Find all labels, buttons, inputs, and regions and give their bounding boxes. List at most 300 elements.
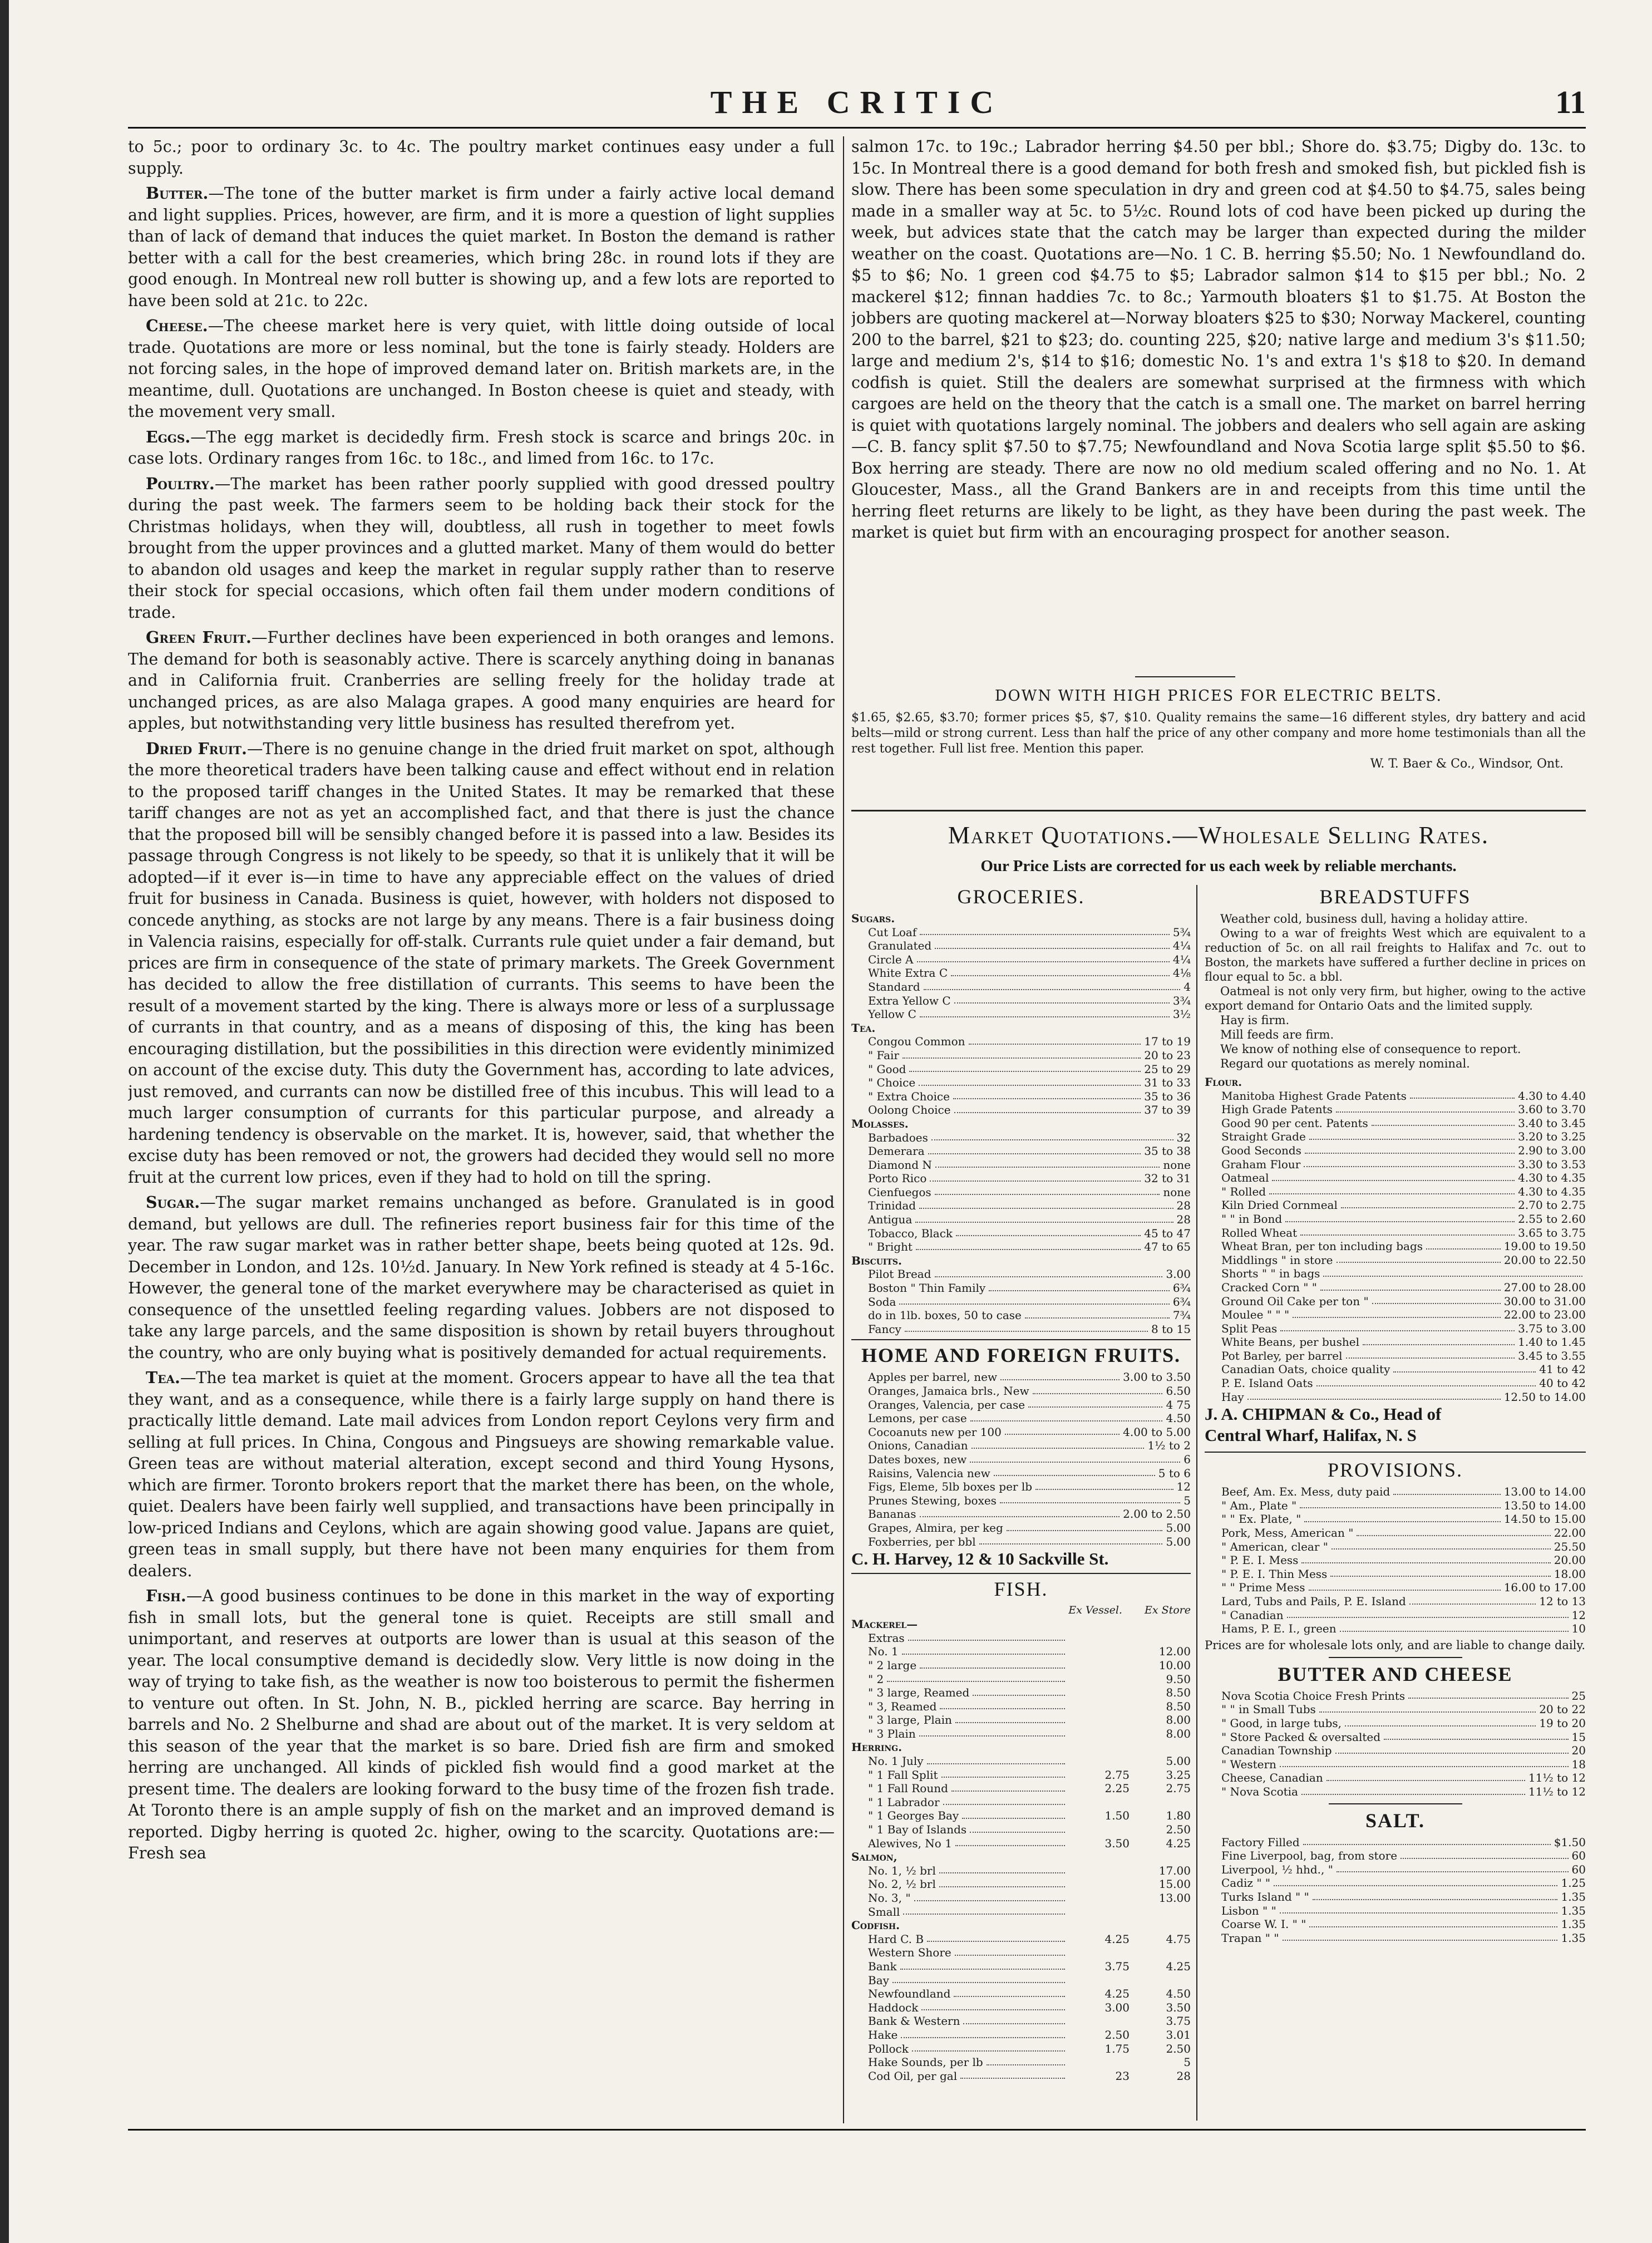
item-name: Lemons, per case	[868, 1411, 967, 1425]
item-name: " Choice	[868, 1076, 916, 1090]
article-paragraph	[128, 738, 835, 1189]
price-ex-store: 8.00	[1166, 1726, 1191, 1740]
item-name: Grapes, Almira, per keg	[868, 1521, 1003, 1534]
item-name: " 3 large, Reamed	[868, 1686, 970, 1700]
item-price: 2.70 to 2.75	[1518, 1198, 1586, 1212]
dot-leader	[1285, 1212, 1515, 1222]
price-row	[851, 1103, 1191, 1117]
dot-leader	[972, 1439, 1145, 1449]
dot-leader	[1363, 1335, 1515, 1345]
item-name: " Extra Choice	[868, 1089, 950, 1103]
item-name: do in 1lb. boxes, 50 to case	[868, 1309, 1022, 1322]
dot-leader	[1280, 1758, 1569, 1768]
item-name: Factory Filled	[1221, 1835, 1300, 1849]
item-name: Kiln Dried Cornmeal	[1221, 1198, 1338, 1212]
price-row	[851, 1768, 1191, 1782]
article-paragraph	[128, 627, 835, 735]
item-name: " Western	[1221, 1757, 1276, 1771]
item-price: 25.50	[1554, 1539, 1586, 1553]
item-name: Ground Oil Cake per ton "	[1221, 1294, 1369, 1308]
item-price: 6	[1183, 1452, 1191, 1466]
item-price: 3.20 to 3.25	[1518, 1130, 1586, 1144]
item-name: " Good	[868, 1062, 906, 1076]
price-ex-store: 8.00	[1166, 1713, 1191, 1727]
breadstuffs-merchant-line2: Central Wharf, Halifax, N. S	[1205, 1425, 1417, 1445]
item-price: 28	[1176, 1199, 1191, 1213]
dot-leader	[905, 1322, 1148, 1332]
short-divider	[1135, 676, 1235, 677]
item-name: " 2 large	[868, 1658, 917, 1672]
item-name: " Am., Plate "	[1221, 1498, 1297, 1512]
dot-leader	[935, 1186, 1160, 1196]
item-price: 60	[1571, 1862, 1586, 1876]
item-name: " American, clear "	[1221, 1539, 1328, 1553]
dot-leader	[953, 1090, 1141, 1100]
fruits-merchant: C. H. Harvey, 12 & 10 Sackville St.	[851, 1549, 1109, 1569]
item-name: Pilot Bread	[868, 1267, 931, 1281]
price-ex-vessel	[1068, 1919, 1130, 1932]
dot-leader	[1337, 1253, 1501, 1263]
price-row	[851, 1467, 1191, 1480]
price-row	[851, 1076, 1191, 1090]
price-ex-store: 2.50	[1166, 2042, 1191, 2055]
article-paragraph	[128, 183, 835, 312]
dot-leader	[987, 2055, 1065, 2065]
price-row	[851, 1700, 1191, 1714]
price-row	[1205, 1349, 1586, 1363]
price-ex-store: 17.00	[1158, 1863, 1191, 1877]
item-name: " 1 Fall Round	[868, 1782, 948, 1796]
dot-leader	[1300, 1226, 1515, 1236]
dot-leader	[941, 1768, 1065, 1778]
dot-leader	[963, 2014, 1065, 2024]
item-name: " Good, in large tubs,	[1221, 1716, 1342, 1730]
paragraph-text: —The cheese market here is very quiet, with little doing outside of local trade. Quotations are more or less nominal, but the tone is fairly steady. Holders are not forcing sales, in the hope of improved demand later on. British markets are, in the meantime, dull. Quotations are unchanged. In Boston cheese is quiet and steady, with the movement very small.	[128, 317, 835, 421]
dot-leader	[970, 1823, 1065, 1833]
price-row	[851, 1974, 1191, 1988]
item-price: 17 to 19	[1144, 1035, 1191, 1049]
item-name: Pork, Mess, American "	[1221, 1526, 1354, 1540]
item-price: 1½ to 2	[1147, 1439, 1191, 1453]
dot-leader	[1309, 1917, 1557, 1927]
item-price: 4¼	[1172, 939, 1191, 953]
dot-leader	[909, 1063, 1141, 1073]
dot-leader	[917, 953, 1170, 963]
item-name: Barbadoes	[868, 1130, 928, 1144]
dot-leader	[927, 1932, 1065, 1942]
dot-leader	[920, 1507, 1120, 1517]
item-name: Trapan " "	[1221, 1931, 1279, 1945]
item-price: 32 to 31	[1144, 1172, 1191, 1186]
dot-leader	[1293, 1308, 1501, 1318]
price-row	[851, 1370, 1191, 1384]
dot-leader	[921, 2001, 1065, 2011]
dot-leader	[927, 1754, 1065, 1764]
item-price: 11½ to 12	[1528, 1784, 1586, 1798]
price-row	[1205, 1308, 1586, 1322]
dot-leader	[1005, 1425, 1120, 1435]
price-row	[1205, 1253, 1586, 1267]
item-name: " " in Small Tubs	[1221, 1703, 1316, 1716]
breadstuffs-merchant-line1: J. A. CHIPMAN & Co., Head of	[1205, 1404, 1442, 1424]
item-name: Sugars.	[851, 912, 895, 925]
price-row	[1205, 1485, 1586, 1499]
price-ex-vessel	[1068, 1659, 1130, 1673]
market-quotations-title: Market Quotations.—Wholesale Selling Rates.	[948, 822, 1490, 849]
price-row	[851, 2001, 1191, 2015]
price-row	[1205, 1758, 1586, 1772]
price-row	[851, 1049, 1191, 1063]
price-row	[851, 966, 1191, 980]
price-ex-store	[1130, 1740, 1191, 1754]
item-price: 25 to 29	[1144, 1062, 1191, 1076]
item-name: " 1 Labrador	[868, 1795, 940, 1809]
belts-ad-title: DOWN WITH HIGH PRICES FOR ELECTRIC BELTS.	[994, 687, 1443, 705]
price-row	[851, 1754, 1191, 1768]
paragraph-lead: Eggs.	[146, 427, 191, 446]
dot-leader	[939, 1864, 1065, 1874]
price-row	[1205, 1931, 1586, 1945]
item-name: " " Prime Mess	[1221, 1581, 1305, 1595]
price-row	[1205, 1595, 1586, 1609]
price-ex-store	[1130, 1631, 1191, 1645]
item-price: 22.00 to 23.00	[1503, 1308, 1586, 1322]
price-ex-vessel	[1068, 2055, 1130, 2069]
butter-cheese-heading: BUTTER AND CHEESE	[1278, 1662, 1513, 1685]
binding-edge	[0, 0, 9, 2243]
price-row	[1205, 1185, 1586, 1199]
dot-leader	[940, 1700, 1065, 1710]
dot-leader	[943, 1796, 1065, 1806]
item-name: Good Seconds	[1221, 1143, 1301, 1157]
dot-leader	[1410, 1089, 1515, 1099]
dot-leader	[1393, 1362, 1536, 1373]
price-ex-store: 3.25	[1166, 1768, 1191, 1782]
price-row	[1205, 1609, 1586, 1622]
paragraph-text: —There is no genuine change in the dried fruit market on spot, although the more theoretical traders have been talking cause and effect without end in relation to the proposed tariff changes in the United States. It may be remarked that these tariff changes are not as yet an accomplished fact, and that there is just the chance that the proposed bill will be sensibly changed before it is passed into a law. Besides its passage through Congress is not likely to be speedy, so that it is unlikely that it will be adopted—if it ever is—in time to have any appreciable effect on the values of dried fruit for business in Canada. Business is quiet, however, with holders not disposed to concede anything, as stocks are not large by any means. There is a fair business doing in Valencia raisins, especially for off-stalk. Currants rule quiet under a fair demand, but prices are firm in consequence of the state of primary markets. The Greek Government has decided to allow the free distillation of currants. This seems to have been the result of a movement started by the king. There is always more or less of a surplussage of currants in that country, and as a means of disposing of this, the king has been encouraging distillation, but the possibilities in this direction were evidently minimized on account of the excise duty. This duty the Government has, according to late advices, just removed, and currants can now be distilled free of this incubus. This will lead to a much larger consumption of currants for this particular purpose, and already a hardening tendency is observable on the market. It is, however, said, that whether the excise duty has been removed or not, the growers had decided they would sell no more fruit at the current low prices, even if they had to hold on till the spring.	[128, 739, 835, 1187]
dot-leader	[1274, 1876, 1557, 1886]
item-name: Herring.	[851, 1740, 903, 1754]
item-name: Pollock	[868, 2042, 909, 2055]
category-row	[851, 1919, 1191, 1932]
breadstuffs-note: Owing to a war of freights West which are equivalent to a reduction of 5c. on all rail freights to Halifax and 7c. out to Boston, the markets have suffered a further decline in prices on flour equal to 5c. a bbl.	[1205, 927, 1586, 983]
dot-leader	[1330, 1567, 1550, 1577]
dot-leader	[900, 1960, 1065, 1970]
price-row	[851, 1144, 1191, 1158]
price-ex-store: 5.00	[1166, 1754, 1191, 1768]
fruits-end-rule	[851, 1573, 1191, 1574]
item-price: 1.40 to 1.45	[1518, 1335, 1586, 1349]
price-ex-store: 8.50	[1166, 1699, 1191, 1713]
item-name: Cheese, Canadian	[1221, 1771, 1323, 1785]
item-price: 12.50 to 14.00	[1503, 1390, 1586, 1404]
article-paragraph	[128, 1585, 835, 1865]
item-name: Prunes Stewing, boxes	[868, 1493, 997, 1507]
price-row	[851, 953, 1191, 967]
dot-leader	[1357, 1526, 1550, 1536]
item-name: Diamond N	[868, 1158, 932, 1172]
item-name: Manitoba Highest Grade Patents	[1221, 1089, 1407, 1103]
page-number: 11	[1555, 84, 1586, 120]
dot-leader	[879, 1021, 1187, 1031]
article-paragraph	[128, 1367, 835, 1582]
item-price: 25	[1571, 1689, 1586, 1703]
dot-leader	[973, 1686, 1065, 1696]
fish-continuation-text: salmon 17c. to 19c.; Labrador herring $4.50 per bbl.; Shore do. $3.75; Digby do. 13c. to 15c. In Montreal there is a good demand for both fresh and smoked fish, but pickled fish is slow. There has been some speculation in dry and green cod at $4.50 to $4.75, sales being made in a smaller way at 5c. to 5½c. Round lots of cod have been picked up during the week, but advices state that the catch may be larger than expected during the milder weather on the coast. Quotations are—No. 1 C. B. herring $5.50; No. 1 Newfoundland do. $5 to $6; No. 1 green cod $4.75 to $5; Labrador salmon $14 to $15 per bbl.; No. 2 mackerel $12; finnan haddies 7c. to 8c.; Yarmouth bloaters $1 to $1.75. At Boston the jobbers are quoting mackerel at—Norway bloaters $25 to $30; Norway Mackerel, counting 200 to the barrel, $21 to $23; do. counting 225, $20; native large and medium 3's $11.50; large and medium 2's, $14 to $16; domestic No. 1's and extra 1's $18 to $20. In demand codfish is quiet. Still the dealers are somewhat surprised at the firmness with which cargoes are held on the theory that the catch is a small one. The market on barrel herring is quiet with quotations largely nominal. The jobbers and dealers who sell again are asking—C. B. fancy split $7.50 to $7.75; Newfoundland and Nova Scotia large split $5.50 to $6. Box herring are steady. There are now no old medium scaled offering and no No. 1. At Gloucester, Mass., all the Grand Bankers are in and receipts from this time until the herring fleet returns are likely to be light, as they have been during the past week. The market is quiet but firm with an encouraging prospect for another season.	[851, 137, 1586, 542]
fish-heading: FISH.	[994, 1578, 1048, 1601]
item-name: Extra Yellow C	[868, 993, 951, 1007]
item-price: 37 to 39	[1144, 1103, 1191, 1117]
dot-leader	[969, 1035, 1141, 1045]
item-price: 40 to 42	[1539, 1376, 1586, 1390]
dot-leader	[1326, 1771, 1525, 1781]
dot-leader	[924, 980, 1181, 990]
dot-leader	[1409, 1595, 1536, 1605]
item-price: 5¾	[1172, 925, 1191, 939]
price-row	[851, 1398, 1191, 1412]
item-name: Biscuits.	[851, 1253, 902, 1267]
dot-leader	[1332, 1540, 1551, 1550]
item-name: Split Peas	[1221, 1321, 1278, 1335]
item-name: " P. E. I. Thin Mess	[1221, 1567, 1328, 1581]
item-name: Cracked Corn " "	[1221, 1280, 1318, 1294]
price-row	[1205, 1362, 1586, 1376]
item-price: 20 to 23	[1144, 1048, 1191, 1062]
breadstuffs-notes	[1205, 912, 1586, 1071]
item-name: Hake	[868, 2028, 898, 2042]
item-price: 13.00 to 14.00	[1503, 1485, 1586, 1499]
price-row	[1205, 1581, 1586, 1595]
fish-continuation-article	[851, 136, 1586, 737]
price-row	[1205, 1689, 1586, 1703]
item-name: Coarse W. I. " "	[1221, 1917, 1306, 1931]
item-name: Figs, Eleme, 5lb boxes per lb	[868, 1480, 1033, 1494]
item-name: Oolong Choice	[868, 1103, 951, 1117]
category-row	[851, 912, 1191, 926]
breadstuffs-note: Regard our quotations as merely nominal.	[1220, 1057, 1470, 1070]
item-price: 4.00 to 5.00	[1123, 1425, 1191, 1439]
dot-leader	[1319, 1703, 1536, 1713]
price-row	[1205, 1622, 1586, 1636]
belts-ad-signature: W. T. Baer & Co., Windsor, Ont.	[1370, 757, 1564, 771]
dot-leader	[902, 1645, 1065, 1655]
price-row	[1205, 1904, 1586, 1918]
dot-leader	[903, 1919, 1065, 1929]
price-row	[851, 1837, 1191, 1851]
item-name: Fine Liverpool, bag, from store	[1221, 1849, 1398, 1863]
article-paragraph	[128, 1192, 835, 1364]
item-name: Pot Barley, per barrel	[1221, 1349, 1343, 1362]
dot-leader	[1346, 1349, 1515, 1359]
price-ex-store: 1.80	[1166, 1809, 1191, 1823]
price-ex-vessel: 4.25	[1104, 1932, 1130, 1946]
price-row	[851, 1384, 1191, 1398]
item-name: Demerara	[868, 1144, 925, 1158]
item-name: No. 3, "	[868, 1891, 911, 1905]
price-row	[1205, 1730, 1586, 1744]
market-quotations-subtitle: Our Price Lists are corrected for us each week by reliable merchants.	[980, 857, 1457, 875]
price-row	[851, 1007, 1191, 1021]
dot-leader	[930, 1172, 1141, 1182]
price-ex-vessel: 2.75	[1104, 1768, 1130, 1782]
dot-leader	[1033, 1384, 1163, 1394]
item-name: High Grade Patents	[1221, 1103, 1333, 1116]
price-ex-store	[1130, 1796, 1191, 1809]
price-ex-store: 4.50	[1166, 1987, 1191, 2001]
item-name: Graham Flour	[1221, 1157, 1301, 1171]
price-row	[851, 1494, 1191, 1508]
price-row	[851, 1631, 1191, 1645]
dot-leader	[939, 1877, 1065, 1887]
item-name: Foxberries, per bbl	[868, 1534, 976, 1548]
item-name: " 2	[868, 1672, 884, 1686]
item-name: Cut Loaf	[868, 925, 917, 939]
item-price: 11½ to 12	[1528, 1771, 1586, 1785]
dot-leader	[1287, 1609, 1569, 1619]
article-paragraph	[128, 473, 835, 624]
item-name: Oranges, Valencia, per case	[868, 1398, 1025, 1411]
paragraph-lead: Dried Fruit.	[146, 739, 247, 758]
dot-leader	[1283, 1931, 1558, 1941]
price-ex-store: 3.01	[1166, 2028, 1191, 2042]
item-name: " Rolled	[1221, 1184, 1266, 1198]
item-name: Western Shore	[868, 1946, 951, 1960]
price-row	[851, 1932, 1191, 1946]
item-price: 1.35	[1561, 1917, 1586, 1931]
price-ex-store: 3.75	[1166, 2014, 1191, 2028]
price-ex-vessel: 1.50	[1104, 1809, 1130, 1823]
item-price: 3.45 to 3.55	[1518, 1349, 1586, 1362]
item-name: Porto Rico	[868, 1172, 927, 1186]
paragraph-lead: Poultry.	[146, 474, 215, 493]
price-ex-vessel	[1068, 1946, 1130, 1960]
price-ex-vessel	[1068, 1974, 1130, 1988]
dot-leader	[1323, 1267, 1582, 1277]
price-ex-store: 5	[1183, 2055, 1191, 2069]
item-price: 16.00 to 17.00	[1503, 1581, 1586, 1595]
dot-leader	[899, 1295, 1169, 1305]
item-price: 3.65 to 3.75	[1518, 1226, 1586, 1239]
left-column-article	[128, 136, 835, 2118]
dot-leader	[1247, 1390, 1501, 1400]
item-price: 45 to 47	[1144, 1226, 1191, 1240]
price-row	[1205, 1116, 1586, 1130]
paragraph-lead: Tea.	[146, 1368, 180, 1387]
item-price: 4	[1183, 980, 1191, 993]
price-ex-store: 3.50	[1166, 2000, 1191, 2014]
dot-leader	[915, 1213, 1173, 1223]
item-name: " Bright	[868, 1240, 913, 1254]
price-row	[1205, 1876, 1586, 1890]
item-name: Cadiz " "	[1221, 1876, 1271, 1890]
item-name: Bay	[868, 1973, 889, 1987]
price-row	[851, 1960, 1191, 1974]
price-row	[851, 2014, 1191, 2028]
market-column-divider	[1196, 885, 1197, 2121]
price-row	[851, 2042, 1191, 2056]
breadstuffs-table	[1205, 1075, 1586, 1404]
price-row	[851, 1240, 1191, 1254]
price-ex-store: 2.75	[1166, 1782, 1191, 1796]
price-row	[851, 1987, 1191, 2001]
price-row	[851, 1673, 1191, 1686]
item-price: 20 to 22	[1539, 1703, 1586, 1716]
item-price: 3.60 to 3.70	[1518, 1103, 1586, 1116]
item-price: none	[1163, 1158, 1191, 1172]
item-price: 14.50 to 15.00	[1503, 1512, 1586, 1526]
item-price: 3.30 to 3.53	[1518, 1157, 1586, 1171]
price-row	[1205, 1281, 1586, 1295]
price-row	[851, 1645, 1191, 1659]
fruits-heading: HOME AND FOREIGN FRUITS.	[861, 1344, 1181, 1367]
item-name: " 3 Plain	[868, 1726, 916, 1740]
item-name: Bananas	[868, 1507, 916, 1521]
price-row	[1205, 1171, 1586, 1185]
price-ex-vessel	[1068, 1796, 1130, 1809]
price-row	[851, 1823, 1191, 1837]
item-price: 12	[1571, 1608, 1586, 1622]
item-name: Congou Common	[868, 1035, 965, 1049]
price-row	[1205, 1890, 1586, 1904]
item-name: Bank & Western	[868, 2014, 960, 2028]
fish-column-headers	[851, 1604, 1191, 1616]
item-name: Trinidad	[868, 1199, 916, 1213]
dot-leader	[1309, 1581, 1501, 1591]
provisions-heading: PROVISIONS.	[1327, 1459, 1463, 1482]
item-price: 5.00	[1166, 1521, 1191, 1534]
price-row	[1205, 1553, 1586, 1567]
paragraph-text: —A good business continues to be done in this market in the way of exporting fish in small lots, but the general tone is quiet. Receipts are still small and unimportant, and reserves at outports are lower than is usual at this season of the year. The local consumptive demand is decidedly slow. Very little is now doing in the way of trying to take fish, as the weather is now too boisterous to permit the fishermen to venture out often. In St. John, N. B., pickled herring are scarce. Bay herring in barrels and No. 2 Shelburne and shad are about out of the market. It is very seldom at this season of the year that the market is so bare. Dried fish are firm and smoked herring are unchanged. All kinds of pickled fish would find a good market at the present time. The dealers are looking forward to the busy time of the frozen fish trade. At Toronto there is an ample supply of fish on the market and an improved demand is reported. Digby herring is quoted 2c. higher, owing to the scarcity. Quotations are:—Fresh sea	[128, 1587, 835, 1862]
price-row	[851, 1877, 1191, 1891]
salt-heading: SALT.	[1365, 1809, 1426, 1832]
item-name: Mackerel—	[851, 1617, 918, 1631]
dot-leader	[1341, 1198, 1515, 1208]
item-price: 60	[1571, 1849, 1586, 1863]
dot-leader	[1335, 1744, 1569, 1754]
price-row	[851, 1713, 1191, 1727]
dot-leader	[1336, 1103, 1515, 1113]
item-price: 20	[1571, 1744, 1586, 1758]
price-ex-store: 13.00	[1158, 1891, 1191, 1905]
dot-leader	[951, 1782, 1065, 1792]
price-row	[851, 1686, 1191, 1700]
category-row	[851, 1021, 1191, 1035]
item-price: 1.35	[1561, 1903, 1586, 1917]
price-row	[851, 2069, 1191, 2083]
item-price: 20.00	[1554, 1553, 1586, 1567]
dot-leader	[1316, 1376, 1536, 1386]
item-price: 6¾	[1172, 1281, 1191, 1295]
item-price: 2.00 to 2.50	[1123, 1507, 1191, 1521]
price-row	[1205, 1089, 1586, 1103]
item-price: 30.00 to 31.00	[1503, 1294, 1586, 1308]
item-price: 3½	[1172, 1007, 1191, 1021]
price-row	[851, 1946, 1191, 1960]
dot-leader	[954, 1987, 1065, 1997]
item-name: " Canadian	[1221, 1608, 1284, 1622]
item-name: Fancy	[868, 1322, 901, 1336]
masthead-title: THE CRITIC	[710, 84, 1004, 120]
dot-leader	[901, 1850, 1065, 1860]
item-name: " " Ex. Plate, "	[1221, 1512, 1301, 1526]
item-name: Codfish.	[851, 1919, 900, 1932]
item-name: Alewives, No 1	[868, 1836, 952, 1850]
price-row	[1205, 1322, 1586, 1336]
item-price: 35 to 36	[1144, 1089, 1191, 1103]
item-price: 4¼	[1172, 952, 1191, 966]
belts-ad-body: $1.65, $2.65, $3.70; former prices $5, $7, $10. Quality remains the same—16 different styles, dry battery and acid belts—mild or strong current. Less than half the price of any other company and more home testimonials than all the rest together. Full list free. Mention this paper.	[851, 711, 1586, 756]
price-row	[1205, 1158, 1586, 1172]
